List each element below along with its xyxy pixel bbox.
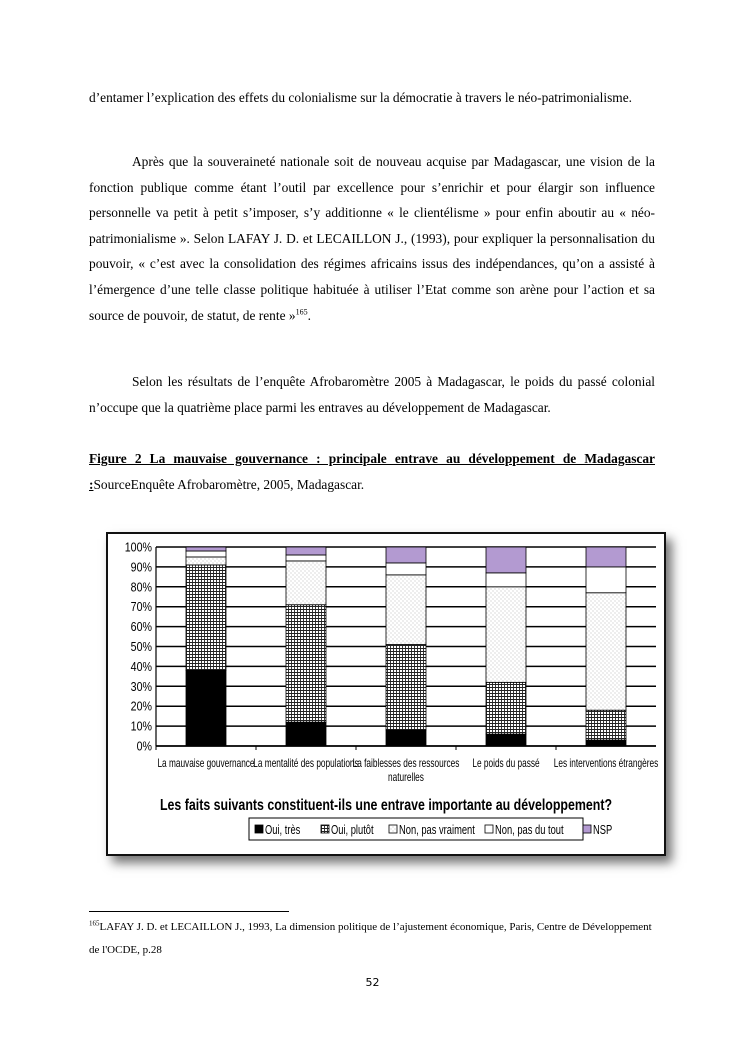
figure-caption-source: SourceEnquête Afrobaromètre, 2005, Madagascar. [93,476,365,492]
legend-label: Non, pas vraiment [399,823,475,838]
footnote-ref-165[interactable]: 165 [295,307,308,317]
y-tick-label: 60% [130,619,152,635]
chart-title: Les faits suivants constituent-ils une entrave importante au développement? [159,795,613,814]
bar-segment [286,547,326,555]
y-tick-label: 20% [130,698,152,714]
bar-segment [586,547,626,567]
y-tick-label: 10% [130,718,152,734]
figure-caption [89,446,655,497]
legend-label: NSP [593,823,613,838]
legend-swatch [255,825,263,833]
y-tick-label: 80% [130,579,152,595]
y-tick-label: 100% [124,539,152,555]
y-tick-label: 0% [136,738,152,754]
legend-swatch [389,825,397,833]
footnote [89,916,655,962]
bar-segment [486,734,526,746]
chart-frame [106,532,666,856]
bar-segment [286,605,326,722]
bar-segment [186,565,226,670]
stacked-bar-chart [108,534,664,854]
footnote-separator [89,911,289,912]
category-label: La faiblesses des ressources [352,757,460,771]
y-tick-label: 40% [130,658,152,675]
paragraph-2-end: . [307,307,311,323]
bar-segment [486,547,526,573]
legend-label: Oui, très [265,823,301,838]
category-label: La mentalité des populations [253,757,359,771]
bar-segment [586,593,626,710]
category-label: La mauvaise gouvernance [157,757,255,771]
paragraph-2-text: Après que la souveraineté nationale soit de nouveau acquise par Madagascar, une vision de la fonction publique comme étant l’outil par excellence pour s’enrichir et pour élargir son influence personnelle va petit à petit s’imposer, s’y additionne « le clientélisme » pour enfin aboutir au « néo-patrimonialisme ». Selon LAFAY J. D. et LECAILLON J., (1993), pour expliquer la personnalisation du pouvoir, « c’est avec la consolidation des régimes africains issus des indépendances, qu’on a assisté à l’émergence d’une telle classe politique habituée à utiliser l’Etat comme son arène pour l’action et sa source de pouvoir, de statut, de rente » [89,154,655,323]
paragraph-3: Selon les résultats de l’enquête Afrobaromètre 2005 à Madagascar, le poids du passé colonial n’occupe que la quatrième place parmi les entraves au développement de Madagascar. [89,374,655,415]
bar-segment [286,561,326,605]
legend-swatch [485,825,493,833]
page-number: 52 [365,976,380,989]
bar-segment [386,730,426,746]
footnote-number: 165 [89,919,100,928]
bar-segment [586,567,626,593]
bar-segment [186,551,226,557]
legend-label: Oui, plutôt [331,823,374,838]
paragraph-2 [89,149,655,328]
bar-segment [586,740,626,746]
paragraph-1: d’entamer l’explication des effets du colonialisme sur la démocratie à travers le néo-patrimonialisme. [89,90,632,105]
bar-segment [186,557,226,565]
bar-segment [386,645,426,731]
footnote-text: LAFAY J. D. et LECAILLON J., 1993, La dimension politique de l’ajustement économique, Paris, Centre de Développement de l'OCDE, p.28 [89,921,652,956]
chart-legend [249,818,612,840]
y-tick-label: 30% [130,678,152,695]
bar-segment [186,670,226,746]
category-label: naturelles [388,771,424,785]
figure-caption-title: Figure 2 La mauvaise gouvernance : principale entrave au développement de Madagascar : [89,451,655,492]
bar-segment [486,573,526,587]
bar-segment [186,547,226,551]
y-tick-label: 90% [130,559,152,575]
bar-segment [386,547,426,563]
legend-swatch [321,825,329,833]
y-tick-label: 70% [130,599,152,615]
category-label: Le poids du passé [472,757,540,771]
bar-segment [486,587,526,683]
y-tick-label: 50% [130,638,152,655]
bar-segment [286,555,326,561]
bar-segment [386,563,426,575]
bar-segment [286,722,326,746]
bar-segment [386,575,426,645]
bar-segment [486,682,526,734]
bar-segment [586,710,626,740]
legend-swatch [583,825,591,833]
category-label: Les interventions étrangères [553,757,659,771]
legend-label: Non, pas du tout [495,823,564,838]
